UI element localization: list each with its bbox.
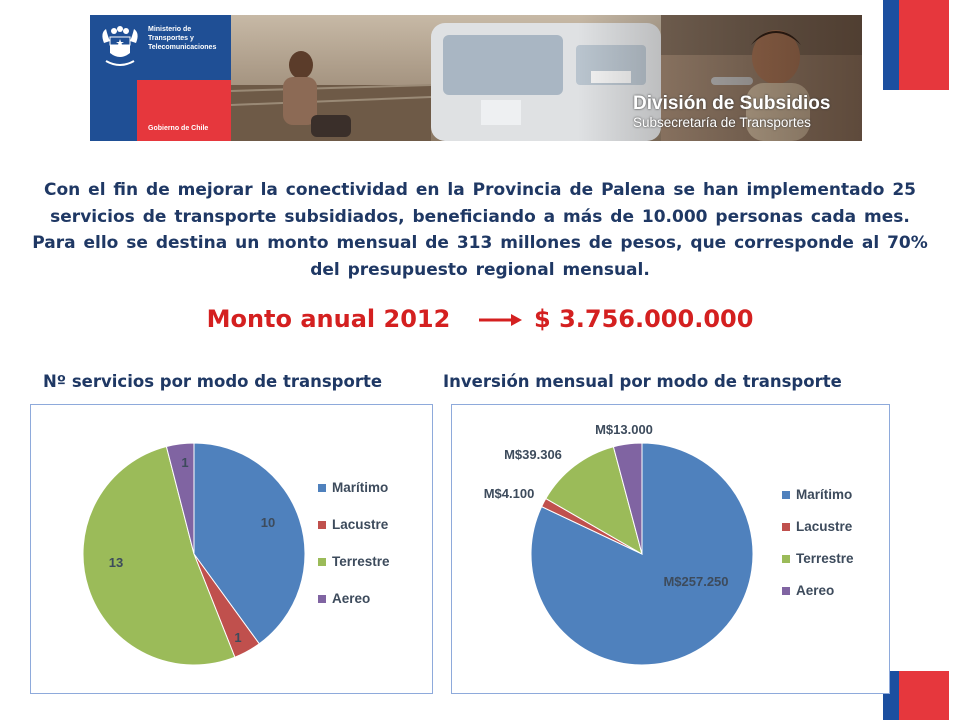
- data-label-terrestre: 13: [108, 555, 124, 570]
- annual-label: Monto anual 2012: [206, 305, 451, 333]
- chart-title-investment: Inversión mensual por modo de transporte: [443, 372, 842, 391]
- chart-investment-box: [451, 404, 890, 694]
- data-label-lacustre: 1: [234, 630, 242, 645]
- intro-text: [20, 177, 940, 283]
- data-label-aereo: 1: [181, 455, 189, 470]
- division-title: División de Subsidios: [633, 93, 831, 114]
- legend-item-terrestre: Terrestre: [332, 554, 390, 569]
- legend-swatch-aereo: [318, 595, 326, 603]
- legend-item-terrestre: Terrestre: [796, 551, 854, 566]
- chart-services-box: [30, 404, 433, 694]
- legend-item-maritimo: Marítimo: [796, 487, 853, 502]
- legend-swatch-maritimo: [318, 484, 326, 492]
- data-label-maritimo: M$257.250: [663, 574, 729, 589]
- legend-item-aereo: Aereo: [332, 591, 371, 606]
- legend-item-aereo: Aereo: [796, 583, 835, 598]
- legend-swatch-aereo: [782, 587, 790, 595]
- pie-chart-investment: [452, 405, 889, 693]
- intro-paragraph-2: Para ello se destina un monto mensual de 313 millones de pesos, que corresponde al 70% del presupuesto regional mensual.: [32, 233, 928, 280]
- legend-swatch-lacustre: [318, 521, 326, 529]
- legend-swatch-maritimo: [782, 491, 790, 499]
- chart-title-services: Nº servicios por modo de transporte: [43, 372, 383, 391]
- annual-amount-line: [0, 305, 960, 333]
- legend-swatch-terrestre: [318, 558, 326, 566]
- arrow-right-icon: [467, 312, 522, 328]
- ministry-name: Ministerio de Transportes y Telecomunicaciones: [148, 26, 217, 51]
- intro-paragraph-1: Con el fin de mejorar la conectividad en la Provincia de Palena se han implementado 25 servicios de transporte subsidiados, beneficiando a más de 10.000 personas cada mes.: [43, 180, 916, 227]
- flag-decoration-bottom: [883, 671, 949, 720]
- header-banner: [90, 15, 862, 141]
- data-label-terrestre: M$39.306: [504, 447, 562, 462]
- ministry-logo-block: [90, 15, 231, 141]
- data-label-aereo: M$13.000: [595, 422, 653, 437]
- legend-item-maritimo: Marítimo: [332, 480, 389, 495]
- pie-chart-services: [31, 405, 432, 693]
- legend-item-lacustre: Lacustre: [796, 519, 853, 534]
- coat-of-arms-icon: [96, 23, 144, 73]
- flag-decoration-top: [883, 0, 949, 90]
- data-label-lacustre: M$4.100: [483, 486, 535, 501]
- government-name: Gobierno de Chile: [148, 125, 209, 132]
- legend-swatch-terrestre: [782, 555, 790, 563]
- annual-amount: $ 3.756.000.000: [534, 305, 754, 333]
- legend-item-lacustre: Lacustre: [332, 517, 389, 532]
- legend-swatch-lacustre: [782, 523, 790, 531]
- division-subtitle: Subsecretaría de Transportes: [633, 115, 811, 130]
- data-label-maritimo: 10: [260, 515, 276, 530]
